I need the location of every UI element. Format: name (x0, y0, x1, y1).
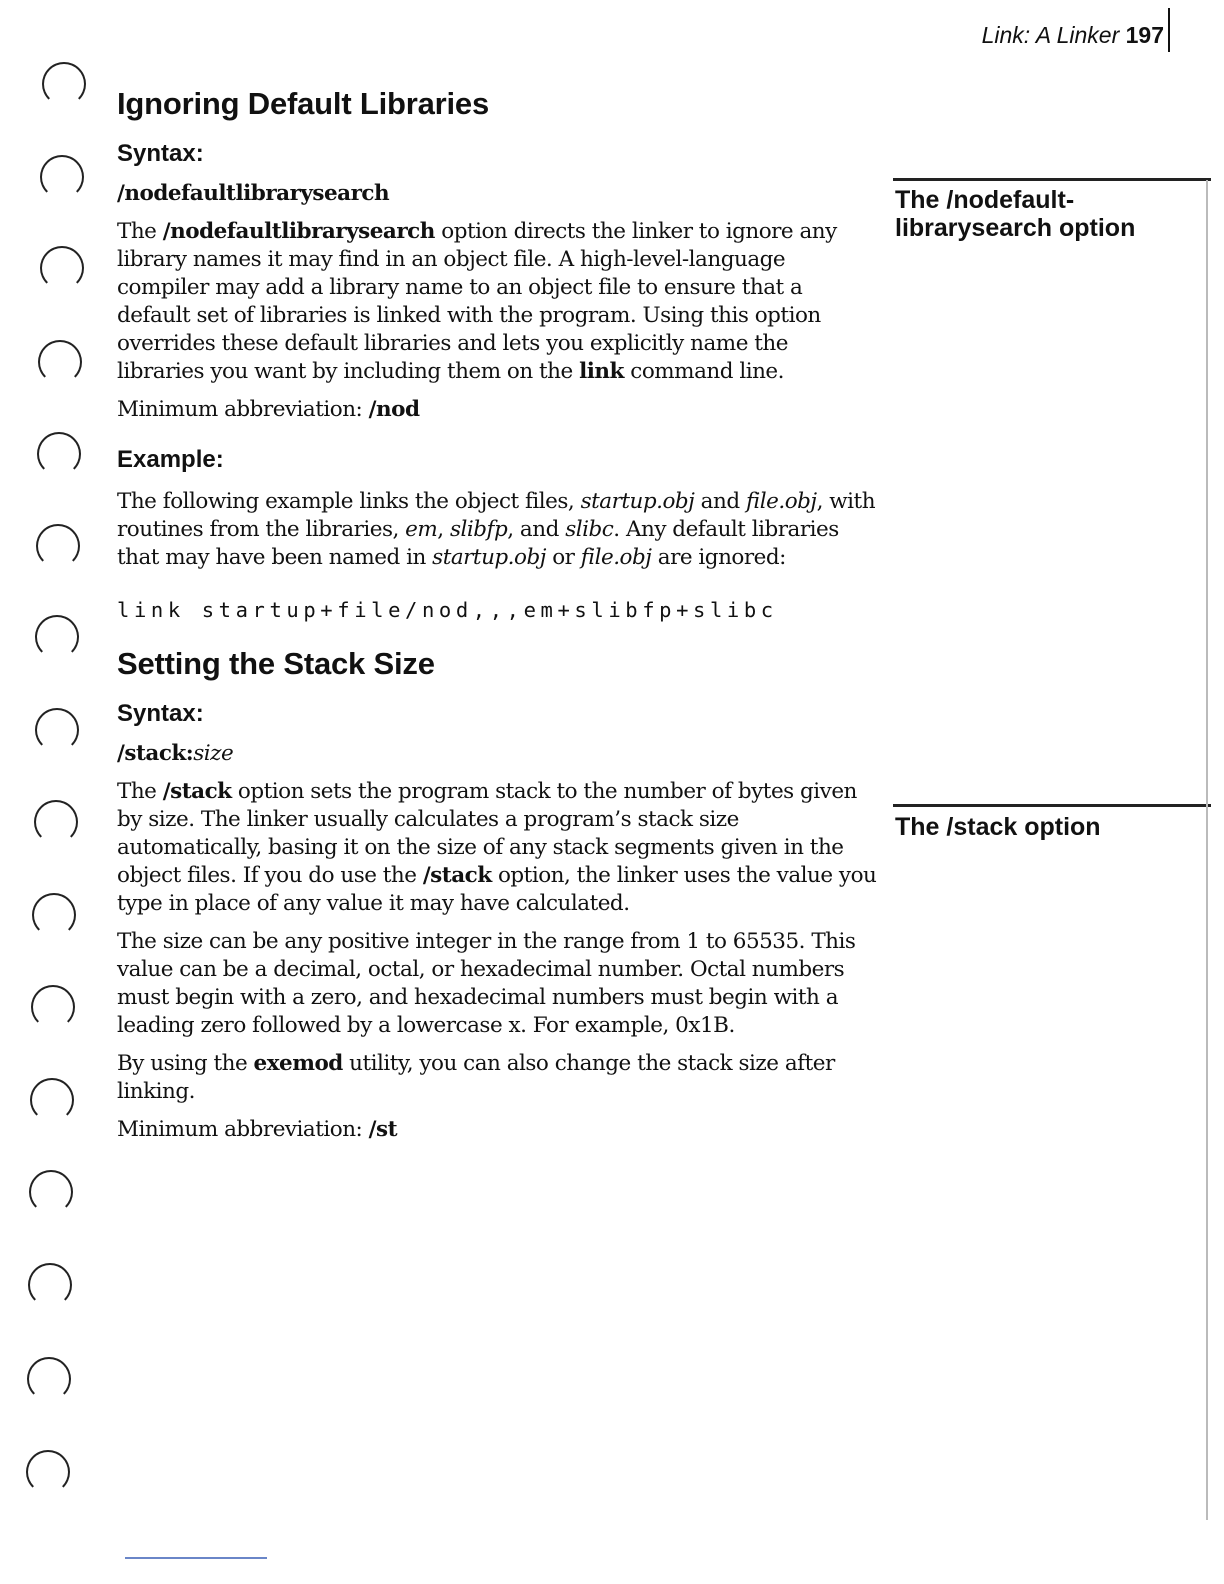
binder-hole (28, 1263, 72, 1307)
text-run: . Any default libraries that may have been named in (117, 517, 839, 570)
binder-hole (32, 893, 76, 937)
binder-hole (42, 62, 86, 106)
syntax-command: /nodefaultlibrarysearch (117, 181, 390, 206)
margin-note-nodefault: The /nodefault-librarysearch option (895, 186, 1136, 242)
library-name: slibc (565, 517, 614, 542)
text-run: option directs the linker to ignore any library names it may find in an object file. A high-level-language compiler may add a library name to an object file to ensure that a default set of libraries is linked with the program. Using this option overrides these default libraries and lets you explicitly name the libraries you want by including them on the (117, 219, 837, 384)
text-run: The following example links the object files, (117, 489, 581, 514)
syntax-argument: size (193, 741, 234, 766)
binder-hole (30, 1078, 74, 1122)
min-abbreviation-nod (117, 396, 877, 424)
min-abbrev-label: Minimum abbreviation: (117, 397, 369, 422)
syntax-command: /stack: (117, 741, 194, 766)
running-header (982, 22, 1164, 49)
main-column (117, 82, 877, 1144)
command-name: link (579, 359, 624, 384)
binder-hole (38, 340, 82, 384)
text-run: option sets the program stack to the number of bytes given by size. The linker usually calculates a program’s stack size automatically, basing it on the size of any stack segments given in the object files. If you do use the (117, 779, 857, 888)
margin-note-rule (893, 804, 1211, 807)
text-run: The (117, 219, 163, 244)
text-run: , with routines from the libraries, (117, 489, 876, 542)
stack-description (117, 778, 877, 918)
file-name: file.obj (745, 489, 817, 514)
section-heading-setting-stack-size: Setting the Stack Size (117, 646, 435, 681)
binder-hole (27, 1357, 71, 1401)
text-run: and (694, 489, 746, 514)
syntax-label: Syntax: (117, 700, 204, 727)
running-header-title: Link: A Linker (981, 22, 1120, 48)
command-name: /stack (422, 863, 492, 888)
text-run: utility, you can also change the stack size after linking. (117, 1051, 835, 1104)
min-abbrev-value: /st (368, 1117, 398, 1142)
command-name: exemod (253, 1051, 343, 1076)
text-run: , and (507, 517, 566, 542)
binder-hole (36, 524, 80, 568)
binder-hole (35, 708, 79, 752)
file-name: startup.obj (432, 545, 546, 570)
text-run: are ignored: (651, 545, 786, 570)
text-run: By using the (117, 1051, 254, 1076)
stack-size-range: The size can be any positive integer in the range from 1 to 65535. This value can be a decimal, octal, or hexadecimal number. Octal numbers must begin with a zero, and hexadecimal numbers must begin with a leading zero followed by a lowercase x. For example, 0x1B. (117, 929, 856, 1038)
margin-note-stack: The /stack option (895, 813, 1101, 841)
binder-hole (40, 246, 84, 290)
header-rule (1168, 8, 1170, 52)
bottom-mark (125, 1557, 267, 1559)
binder-hole (29, 1170, 73, 1214)
text-run: command line. (623, 359, 784, 384)
text-run: , (437, 517, 450, 542)
binder-hole (31, 985, 75, 1029)
library-name: em (405, 517, 438, 542)
nodefault-description (117, 218, 877, 386)
syntax-label: Syntax: (117, 140, 204, 167)
page-edge-line (1206, 180, 1208, 1520)
example-command-line: link startup+file/nod,,,em+slibfp+slibc (117, 598, 778, 622)
binder-hole (26, 1450, 70, 1494)
example-label: Example: (117, 446, 224, 473)
syntax-nodefaultlibrarysearch (117, 180, 877, 208)
file-name: startup.obj (580, 489, 695, 514)
exemod-note (117, 1050, 877, 1106)
min-abbrev-value: /nod (368, 397, 420, 422)
command-name: /nodefaultlibrarysearch (162, 219, 435, 244)
min-abbreviation-st (117, 1116, 877, 1144)
binder-hole (34, 800, 78, 844)
binder-hole (40, 155, 84, 199)
command-name: /stack (162, 779, 232, 804)
binder-hole (35, 615, 79, 659)
library-name: slibfp (449, 517, 508, 542)
binder-hole (37, 432, 81, 476)
page-number: 197 (1125, 22, 1164, 48)
file-name: file.obj (580, 545, 652, 570)
text-run: The (117, 779, 163, 804)
min-abbrev-label: Minimum abbreviation: (117, 1117, 369, 1142)
text-run: option, the linker uses the value you type in place of any value it may have calculated. (117, 863, 877, 916)
section-heading-ignoring-default-libraries: Ignoring Default Libraries (117, 86, 490, 121)
example-description (117, 488, 877, 572)
text-run: or (545, 545, 581, 570)
margin-note-rule (893, 178, 1211, 181)
syntax-stack (117, 740, 877, 768)
